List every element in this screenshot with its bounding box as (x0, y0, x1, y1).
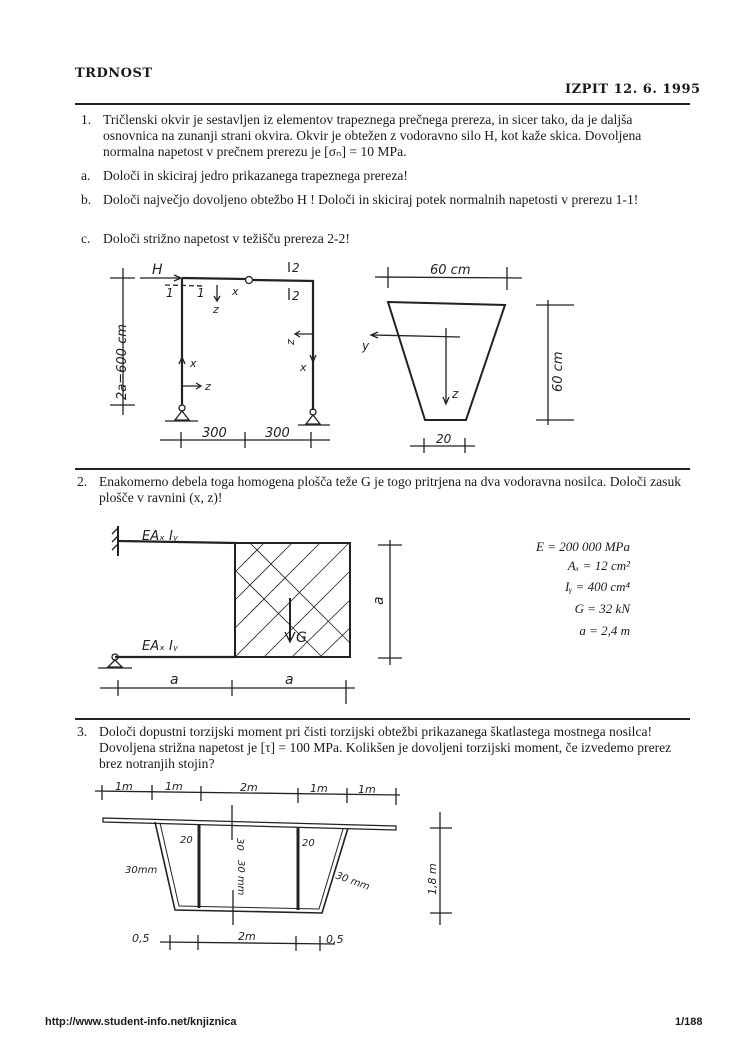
given-ax: Aₓ = 12 cm² (567, 558, 630, 573)
trapezoid-section (361, 263, 574, 453)
svg-text:z: z (284, 339, 297, 345)
item-label: c. (81, 231, 91, 246)
item-label: a. (81, 168, 91, 183)
section-label: 2 (292, 261, 300, 275)
problem-statement: Enakomerno debela toga homogena plošča teže G je togo pritrjena na dva vodoravna nosilca. Določi zasuk plošče v ravnini (x, z)! (99, 474, 682, 505)
svg-text:1,8 m: 1,8 m (426, 863, 439, 895)
svg-text:20: 20 (436, 432, 452, 446)
svg-text:1m: 1m (310, 782, 328, 795)
svg-text:1m: 1m (165, 780, 183, 793)
svg-text:30 mm: 30 mm (235, 860, 246, 896)
svg-text:20: 20 (180, 835, 193, 846)
svg-text:x: x (300, 361, 307, 374)
height-dimension: 2a=600 cm (115, 324, 130, 400)
svg-text:G: G (296, 630, 307, 646)
svg-text:y: y (362, 339, 370, 353)
given-a: a = 2,4 m (579, 623, 630, 638)
svg-text:60 cm: 60 cm (551, 351, 566, 392)
svg-text:a: a (170, 672, 179, 688)
svg-text:1m: 1m (358, 783, 376, 796)
plate-figure (98, 526, 402, 704)
problem-statement: Določi dopustni torzijski moment pri čisti torzijski obtežbi prikazanega škatlastega mostnega nosilca! Dovoljena strižna napetost je [τ] = 100 MPa. Kolikšen je dovoljeni torzijski moment, če izvedemo prerez brez notranjih stojin? (99, 724, 672, 771)
problem-number: 3. (77, 724, 88, 739)
svg-text:EAₓ Iᵧ: EAₓ Iᵧ (142, 639, 178, 654)
problem-number: 2. (77, 474, 88, 489)
svg-text:300: 300 (202, 426, 227, 441)
exam-date: IZPIT 12. 6. 1995 (565, 82, 701, 97)
svg-text:300: 300 (265, 426, 290, 441)
force-label: H (152, 262, 163, 278)
given-e: E = 200 000 MPa (536, 539, 630, 554)
svg-text:a: a (285, 672, 294, 688)
svg-text:z: z (452, 387, 459, 401)
svg-text:2m: 2m (240, 781, 258, 794)
svg-text:0,5: 0,5 (326, 933, 344, 946)
box-girder-figure (95, 780, 452, 951)
problem-statement: Tričlenski okvir je sestavljen iz elementov trapeznega prečnega prereza, in sicer tako, da je daljša osnovnica na zunanji strani okvira. Okvir je obtežen z vodoravno silo H, kot kaže skica. Dovoljena normalna napetost v prečnem prerezu je [σₙ] = 10 MPa. (103, 112, 642, 159)
item-label: b. (81, 192, 92, 207)
given-g: G = 32 kN (574, 601, 630, 616)
svg-text:0,5: 0,5 (132, 932, 150, 945)
page-number: 1/188 (675, 1016, 703, 1028)
svg-text:x: x (190, 357, 197, 370)
svg-text:1m: 1m (115, 780, 133, 793)
svg-text:x: x (232, 285, 239, 298)
item-text: Določi in skiciraj jedro prikazanega trapeznega prereza! (103, 168, 408, 183)
frame-figure (110, 261, 330, 448)
given-iy: Iᵧ = 400 cm⁴ (564, 579, 630, 594)
svg-text:20: 20 (302, 838, 315, 849)
svg-text:2m: 2m (238, 930, 256, 943)
footer-url[interactable]: http://www.student-info.net/knjiznica (45, 1016, 237, 1028)
divider (75, 468, 690, 470)
subject-title: TRDNOST (75, 66, 153, 81)
divider (75, 718, 690, 720)
svg-text:60 cm: 60 cm (430, 263, 471, 278)
section-label: 1 (197, 286, 205, 300)
problem-number: 1. (81, 112, 92, 127)
section-label: 1 (166, 286, 174, 300)
problem-2-text (77, 474, 689, 506)
problem-3-text (77, 724, 691, 772)
section-label: 2 (292, 289, 300, 303)
svg-text:a: a (371, 596, 387, 605)
svg-text:EAₓ Iᵧ: EAₓ Iᵧ (142, 529, 178, 544)
item-text: Določi strižno napetost v težišču prereza 2-2! (103, 231, 350, 246)
svg-text:z: z (205, 380, 211, 393)
svg-text:30 mm: 30 mm (333, 870, 371, 893)
svg-text:30: 30 (234, 838, 245, 851)
svg-text:z: z (213, 303, 219, 316)
svg-text:30mm: 30mm (125, 865, 158, 876)
item-text: Določi največjo dovoljeno obtežbo H ! Določi in skiciraj potek normalnih napetosti v prerezu 1-1! (103, 192, 639, 207)
